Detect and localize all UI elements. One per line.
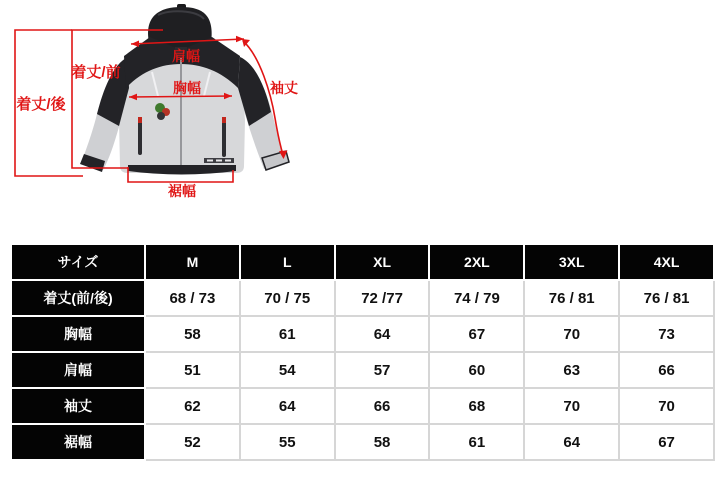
row-label-chest-width: 胸幅 <box>11 316 145 352</box>
shoulder-width-label: 肩幅 <box>172 48 200 64</box>
cell-value: 67 <box>429 316 524 352</box>
cell-value: 70 <box>619 388 714 424</box>
cell-value: 51 <box>145 352 240 388</box>
cell-value: 60 <box>429 352 524 388</box>
cell-value: 63 <box>524 352 619 388</box>
cell-value: 70 / 75 <box>240 280 335 316</box>
jacket-reflective-strip <box>204 158 234 163</box>
cell-value: 67 <box>619 424 714 460</box>
jacket-left-pocket-pull <box>138 117 142 123</box>
body-length-front-label: 着丈/前 <box>71 64 121 81</box>
jacket-hem-band <box>128 165 236 175</box>
header-xl: XL <box>335 244 430 280</box>
jacket-right-pocket-pull <box>222 117 226 123</box>
table-row-body-length <box>11 280 714 316</box>
cell-value: 61 <box>240 316 335 352</box>
table-row-shoulder-width <box>11 352 714 388</box>
header-3xl: 3XL <box>524 244 619 280</box>
cell-value: 66 <box>619 352 714 388</box>
chest-width-label: 胸幅 <box>173 80 201 96</box>
cell-value: 70 <box>524 388 619 424</box>
header-2xl: 2XL <box>429 244 524 280</box>
header-l: L <box>240 244 335 280</box>
cell-value: 68 / 73 <box>145 280 240 316</box>
chest-width-line <box>129 96 232 97</box>
table-row-hem-width <box>11 424 714 460</box>
table-row-sleeve-length <box>11 388 714 424</box>
header-4xl: 4XL <box>619 244 714 280</box>
row-label-body-length: 着丈(前/後) <box>11 280 145 316</box>
cell-value: 70 <box>524 316 619 352</box>
sleeve-arrow-top <box>242 39 250 47</box>
size-table-section <box>10 243 716 461</box>
cell-value: 52 <box>145 424 240 460</box>
cell-value: 64 <box>335 316 430 352</box>
cell-value: 55 <box>240 424 335 460</box>
cell-value: 72 /77 <box>335 280 430 316</box>
cell-value: 76 / 81 <box>524 280 619 316</box>
row-label-shoulder-width: 肩幅 <box>11 352 145 388</box>
jacket-diagram-svg <box>0 0 340 240</box>
cell-value: 66 <box>335 388 430 424</box>
cell-value: 54 <box>240 352 335 388</box>
cell-value: 74 / 79 <box>429 280 524 316</box>
jacket-left-pocket-zip <box>138 121 142 155</box>
jacket-right-pocket-zip <box>222 121 226 157</box>
sleeve-length-label: 袖丈 <box>270 80 298 96</box>
table-row-chest-width <box>11 316 714 352</box>
cell-value: 61 <box>429 424 524 460</box>
cell-value: 58 <box>335 424 430 460</box>
cell-value: 76 / 81 <box>619 280 714 316</box>
header-size: サイズ <box>11 244 145 280</box>
size-table <box>10 243 715 461</box>
jacket-measurement-diagram <box>0 0 340 240</box>
header-m: M <box>145 244 240 280</box>
size-table-header-row <box>11 244 714 280</box>
shoulder-arrow-left <box>131 41 139 48</box>
body-length-back-label: 着丈/後 <box>16 96 66 113</box>
cell-value: 58 <box>145 316 240 352</box>
row-label-sleeve-length: 袖丈 <box>11 388 145 424</box>
cell-value: 73 <box>619 316 714 352</box>
row-label-hem-width: 裾幅 <box>11 424 145 460</box>
cell-value: 64 <box>240 388 335 424</box>
cell-value: 57 <box>335 352 430 388</box>
cell-value: 62 <box>145 388 240 424</box>
hem-width-label: 裾幅 <box>168 183 196 199</box>
cell-value: 64 <box>524 424 619 460</box>
cell-value: 68 <box>429 388 524 424</box>
